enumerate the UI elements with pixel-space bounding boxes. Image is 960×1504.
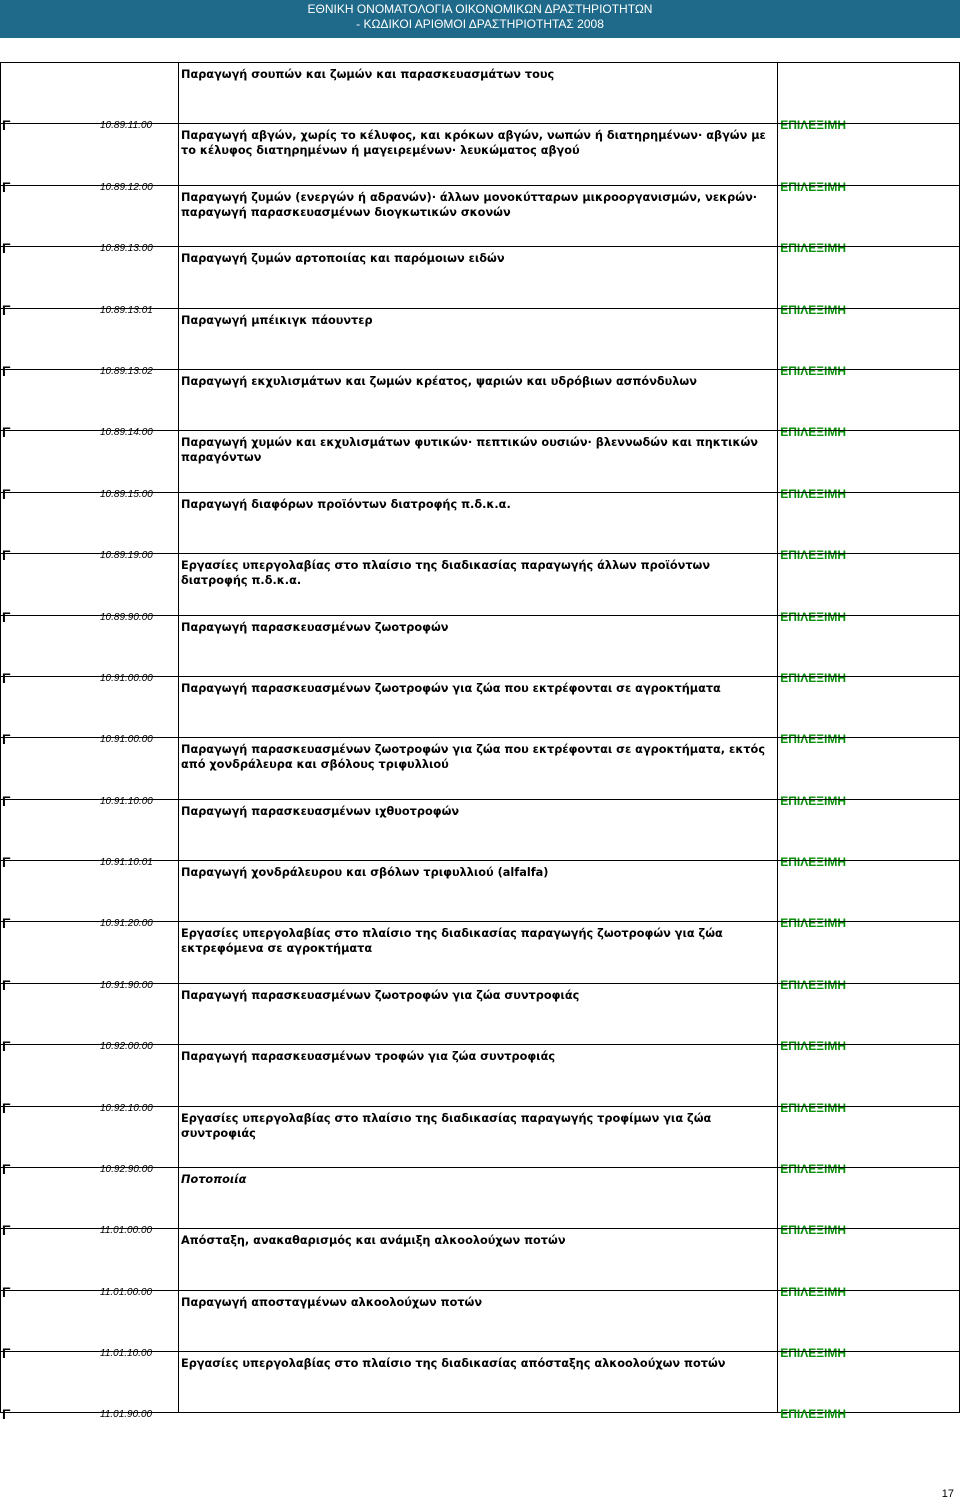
activity-description: Παραγωγή μπέικιγκ πάουντερ — [181, 313, 373, 327]
category-letter: Γ — [2, 1038, 11, 1055]
table-row — [0, 369, 960, 441]
activity-description: Παραγωγή αποσταγμένων αλκοολούχων ποτών — [181, 1295, 483, 1309]
table-row — [0, 185, 960, 257]
activity-description: Παραγωγή παρασκευασμένων ιχθυοτροφών — [181, 804, 460, 818]
activity-code: 11.01.90.00 — [100, 1408, 153, 1420]
activity-code: 10.91.00.00 — [100, 672, 153, 684]
category-letter: Γ — [2, 1283, 11, 1300]
eligibility-status: ΕΠΙΛΕΞΙΜΗ — [780, 302, 846, 317]
eligibility-status: ΕΠΙΛΕΞΙΜΗ — [780, 1162, 846, 1177]
activity-code: 10.89.13.02 — [100, 365, 153, 377]
category-letter: Γ — [2, 915, 11, 932]
activity-description: Παραγωγή ζυμών (ενεργών ή αδρανών)· άλλων μονοκύτταρων μικροοργανισμών, νεκρών· παραγωγή παρασκευασμένων διογκωτικών σκονών — [181, 190, 758, 219]
activity-description: Παραγωγή παρασκευασμένων ζωοτροφών για ζώα που εκτρέφονται σε αγροκτήματα — [181, 681, 721, 695]
category-letter: Γ — [2, 669, 11, 686]
activity-code: 11.01.10.00 — [100, 1348, 153, 1360]
table-row — [0, 123, 960, 195]
activity-description: Παραγωγή σουπών και ζωμών και παρασκευασμάτων τους — [181, 68, 555, 81]
activity-code: 10.91.90.00 — [100, 979, 153, 991]
eligibility-status: ΕΠΙΛΕΞΙΜΗ — [780, 363, 846, 378]
category-letter: Γ — [2, 240, 11, 257]
table-row — [0, 246, 960, 318]
category-letter: Γ — [2, 731, 11, 748]
category-letter: Γ — [2, 608, 11, 625]
category-letter: Γ — [2, 178, 11, 195]
activity-description: Παραγωγή ζυμών αρτοποιίας και παρόμοιων ειδών — [181, 252, 505, 266]
activity-description: Παραγωγή διαφόρων προϊόντων διατροφής π.δ.κ.α. — [181, 497, 511, 511]
category-letter: Γ — [2, 1405, 11, 1422]
activity-description: Παραγωγή χυμών και εκχυλισμάτων φυτικών· πεπτικών ουσιών· βλεννωδών και πηκτικών παραγόντων — [181, 436, 758, 465]
category-letter: Γ — [2, 1345, 11, 1362]
category-letter: Γ — [2, 485, 11, 502]
activity-description: Παραγωγή παρασκευασμένων τροφών για ζώα συντροφιάς — [181, 1050, 556, 1064]
activity-code: 10.89.15.00 — [100, 488, 153, 500]
eligibility-status: ΕΠΙΛΕΞΙΜΗ — [780, 1406, 846, 1421]
eligibility-status: ΕΠΙΛΕΞΙΜΗ — [780, 1284, 846, 1299]
category-letter: Γ — [2, 1222, 11, 1239]
eligibility-status: ΕΠΙΛΕΞΙΜΗ — [780, 1346, 846, 1361]
eligibility-status: ΕΠΙΛΕΞΙΜΗ — [780, 916, 846, 931]
eligibility-status: ΕΠΙΛΕΞΙΜΗ — [780, 179, 846, 194]
eligibility-status: ΕΠΙΛΕΞΙΜΗ — [780, 793, 846, 808]
activity-code: 10.91.00.00 — [100, 734, 153, 746]
category-letter: Γ — [2, 547, 11, 564]
eligibility-status: ΕΠΙΛΕΞΙΜΗ — [780, 1039, 846, 1054]
table-row — [0, 553, 960, 625]
table-row — [0, 1228, 960, 1300]
activity-description: Παραγωγή παρασκευασμένων ζωοτροφών — [181, 620, 449, 634]
activity-code: 10.91.10.01 — [100, 857, 153, 869]
activity-code: 10.89.19.00 — [100, 550, 153, 562]
activity-code: 10.91.10.00 — [100, 795, 153, 807]
category-letter: Γ — [2, 424, 11, 441]
table-row — [0, 1351, 960, 1422]
activity-code: 10.89.14.00 — [100, 427, 153, 439]
table-row — [0, 62, 960, 134]
eligibility-status: ΕΠΙΛΕΞΙΜΗ — [780, 548, 846, 563]
activity-code: 10.89.13.01 — [100, 304, 153, 316]
table-row — [0, 1167, 960, 1239]
eligibility-status: ΕΠΙΛΕΞΙΜΗ — [780, 1223, 846, 1238]
header-title: ΕΘΝΙΚΗ ΟΝΟΜΑΤΟΛΟΓΙΑ ΟΙΚΟΝΟΜΙΚΩΝ ΔΡΑΣΤΗΡΙΟΤΗΤΩΝ — [307, 2, 653, 16]
activity-description: Παραγωγή εκχυλισμάτων και ζωμών κρέατος, ψαριών και υδρόβιων ασπόνδυλων — [181, 374, 697, 388]
eligibility-status: ΕΠΙΛΕΞΙΜΗ — [780, 732, 846, 747]
eligibility-status: ΕΠΙΛΕΞΙΜΗ — [780, 1100, 846, 1115]
eligibility-status: ΕΠΙΛΕΞΙΜΗ — [780, 118, 846, 133]
table-row — [0, 1290, 960, 1362]
activity-code: 10.92.90.00 — [100, 1164, 153, 1176]
eligibility-status: ΕΠΙΛΕΞΙΜΗ — [780, 241, 846, 256]
table-row — [0, 1044, 960, 1116]
category-letter: Γ — [2, 301, 11, 318]
category-letter: Γ — [2, 1099, 11, 1116]
category-letter: Γ — [2, 792, 11, 809]
table-row — [0, 799, 960, 871]
table-row — [0, 676, 960, 748]
activity-description: Εργασίες υπεργολαβίας στο πλαίσιο της διαδικασίας απόσταξης αλκοολούχων ποτών — [181, 1357, 726, 1371]
eligibility-status: ΕΠΙΛΕΞΙΜΗ — [780, 670, 846, 685]
activity-code: 10.89.11.00 — [100, 120, 153, 132]
activity-code: 10.89.12.00 — [100, 181, 153, 193]
activity-description: Ποτοποιία — [181, 1173, 247, 1187]
activity-code: 10.89.13.00 — [100, 243, 153, 255]
table-row — [0, 737, 960, 809]
document-header — [0, 0, 960, 38]
table-row — [0, 921, 960, 993]
activity-description: Παραγωγή παρασκευασμένων ζωοτροφών για ζώα συντροφιάς — [181, 988, 580, 1002]
category-letter: Γ — [2, 854, 11, 871]
activity-description: Εργασίες υπεργολαβίας στο πλαίσιο της διαδικασίας παραγωγής ζωοτροφών για ζώα εκτρεφόμενα σε αγροκτήματα — [181, 927, 723, 956]
table-row — [0, 308, 960, 379]
table-row — [0, 983, 960, 1055]
eligibility-status: ΕΠΙΛΕΞΙΜΗ — [780, 609, 846, 624]
activity-description: Εργασίες υπεργολαβίας στο πλαίσιο της διαδικασίας παραγωγής τροφίμων για ζώα συντροφιάς — [181, 1111, 712, 1140]
activity-description: Παραγωγή αβγών, χωρίς το κέλυφος, και κρόκων αβγών, νωπών ή διατηρημένων· αβγών με το κέλυφος διατηρημένων ή μαγειρεμένων· λευκώματος αβγού — [181, 129, 766, 158]
activity-code: 10.92.00.00 — [100, 1041, 153, 1053]
activity-description: Εργασίες υπεργολαβίας στο πλαίσιο της διαδικασίας παραγωγής άλλων προϊόντων διατροφής π.δ.κ.α. — [181, 559, 711, 588]
eligibility-status: ΕΠΙΛΕΞΙΜΗ — [780, 977, 846, 992]
activity-description: Απόσταξη, ανακαθαρισμός και ανάμιξη αλκοολούχων ποτών — [181, 1234, 566, 1248]
activity-code: 10.91.20.00 — [100, 918, 153, 930]
category-letter: Γ — [2, 1161, 11, 1178]
category-letter: Γ — [2, 362, 11, 379]
table-row — [0, 860, 960, 932]
table-row — [0, 615, 960, 686]
activity-code: 11.01.00.00 — [100, 1286, 153, 1298]
eligibility-status: ΕΠΙΛΕΞΙΜΗ — [780, 425, 846, 440]
table-row — [0, 492, 960, 564]
activity-description: Παραγωγή χονδράλευρου και σβόλων τριφυλλιού (alfalfa) — [181, 866, 549, 880]
header-subtitle: - ΚΩΔΙΚΟΙ ΑΡΙΘΜΟΙ ΔΡΑΣΤΗΡΙΟΤΗΤΑΣ 2008 — [356, 17, 604, 31]
activity-description: Παραγωγή παρασκευασμένων ζωοτροφών για ζώα που εκτρέφονται σε αγροκτήματα, εκτός από χονδράλευρα και σβόλους τριφυλλιού — [181, 743, 766, 772]
activity-code: 10.89.90.00 — [100, 611, 153, 623]
eligibility-status: ΕΠΙΛΕΞΙΜΗ — [780, 486, 846, 501]
table-row — [0, 430, 960, 502]
table-row — [0, 1106, 960, 1178]
activity-code: 10.92.10.00 — [100, 1102, 153, 1114]
activity-code: 11.01.00.00 — [100, 1225, 153, 1237]
activity-code-table — [0, 62, 960, 1422]
category-letter: Γ — [2, 117, 11, 134]
category-letter: Γ — [2, 976, 11, 993]
eligibility-status: ΕΠΙΛΕΞΙΜΗ — [780, 855, 846, 870]
page-number: 17 — [941, 1488, 954, 1500]
